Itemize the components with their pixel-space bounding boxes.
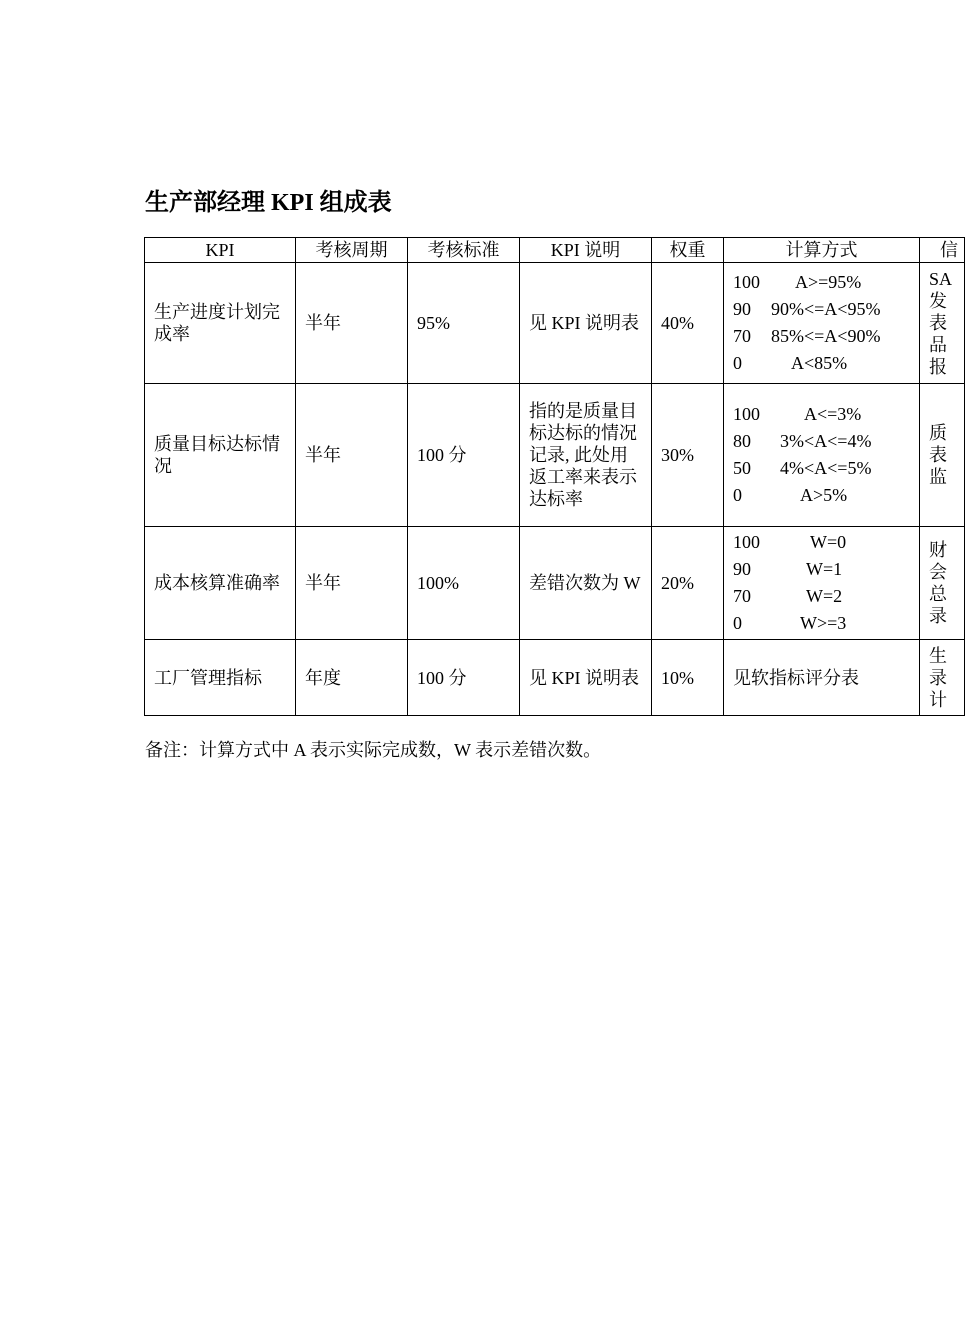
header-explanation: KPI 说明 <box>520 238 652 263</box>
calc-line: 90 90%<=A<95% <box>733 299 881 319</box>
kpi-cell: 质量目标达标情况 <box>145 384 296 527</box>
weight-cell: 20% <box>652 527 724 640</box>
explanation-cell: 见 KPI 说明表 <box>520 640 652 716</box>
table-row <box>145 384 965 527</box>
calc-line: 0 A<85% <box>733 353 848 373</box>
kpi-cell: 工厂管理指标 <box>145 640 296 716</box>
header-source: 信 <box>920 238 965 263</box>
header-weight: 权重 <box>652 238 724 263</box>
standard-cell: 100 分 <box>408 384 520 527</box>
calc-line: 100 A<=3% <box>733 404 862 424</box>
period-cell: 半年 <box>296 527 408 640</box>
period-cell: 半年 <box>296 263 408 384</box>
explanation-cell: 见 KPI 说明表 <box>520 263 652 384</box>
calc-line: 90 W=1 <box>733 559 843 579</box>
table-row <box>145 640 965 716</box>
calc-line: 70 85%<=A<90% <box>733 326 881 346</box>
page-title: 生产部经理 KPI 组成表 <box>145 190 392 216</box>
weight-cell: 10% <box>652 640 724 716</box>
calc-line: 0 A>5% <box>733 485 848 505</box>
header-period: 考核周期 <box>296 238 408 263</box>
calc-cell <box>724 384 920 527</box>
footnote: 备注：计算方式中 A 表示实际完成数，W 表示差错次数。 <box>145 740 602 760</box>
source-cell: 生 录 计 <box>920 640 965 716</box>
kpi-cell: 生产进度计划完成率 <box>145 263 296 384</box>
kpi-table <box>144 237 965 716</box>
table-header-row <box>145 238 965 263</box>
header-kpi: KPI <box>145 238 296 263</box>
source-cell: 财 会 总 录 <box>920 527 965 640</box>
table-row <box>145 527 965 640</box>
standard-cell: 100 分 <box>408 640 520 716</box>
table-row <box>145 263 965 384</box>
calc-cell <box>724 263 920 384</box>
header-standard: 考核标准 <box>408 238 520 263</box>
weight-cell: 30% <box>652 384 724 527</box>
kpi-cell: 成本核算准确率 <box>145 527 296 640</box>
calc-cell <box>724 527 920 640</box>
calc-cell: 见软指标评分表 <box>724 640 920 716</box>
explanation-cell: 差错次数为 W <box>520 527 652 640</box>
standard-cell: 100% <box>408 527 520 640</box>
calc-line: 100 A>=95% <box>733 272 862 292</box>
source-cell: SA 发 表 品 报 <box>920 263 965 384</box>
weight-cell: 40% <box>652 263 724 384</box>
calc-line: 80 3%<A<=4% <box>733 431 872 451</box>
calc-line: 100 W=0 <box>733 532 847 552</box>
period-cell: 年度 <box>296 640 408 716</box>
period-cell: 半年 <box>296 384 408 527</box>
standard-cell: 95% <box>408 263 520 384</box>
header-calc: 计算方式 <box>724 238 920 263</box>
calc-line: 70 W=2 <box>733 586 843 606</box>
source-cell: 质 表 监 <box>920 384 965 527</box>
explanation-cell: 指的是质量目标达标的情况记录, 此处用返工率来表示达标率 <box>520 384 652 527</box>
calc-line: 0 W>=3 <box>733 613 847 633</box>
calc-line: 50 4%<A<=5% <box>733 458 872 478</box>
